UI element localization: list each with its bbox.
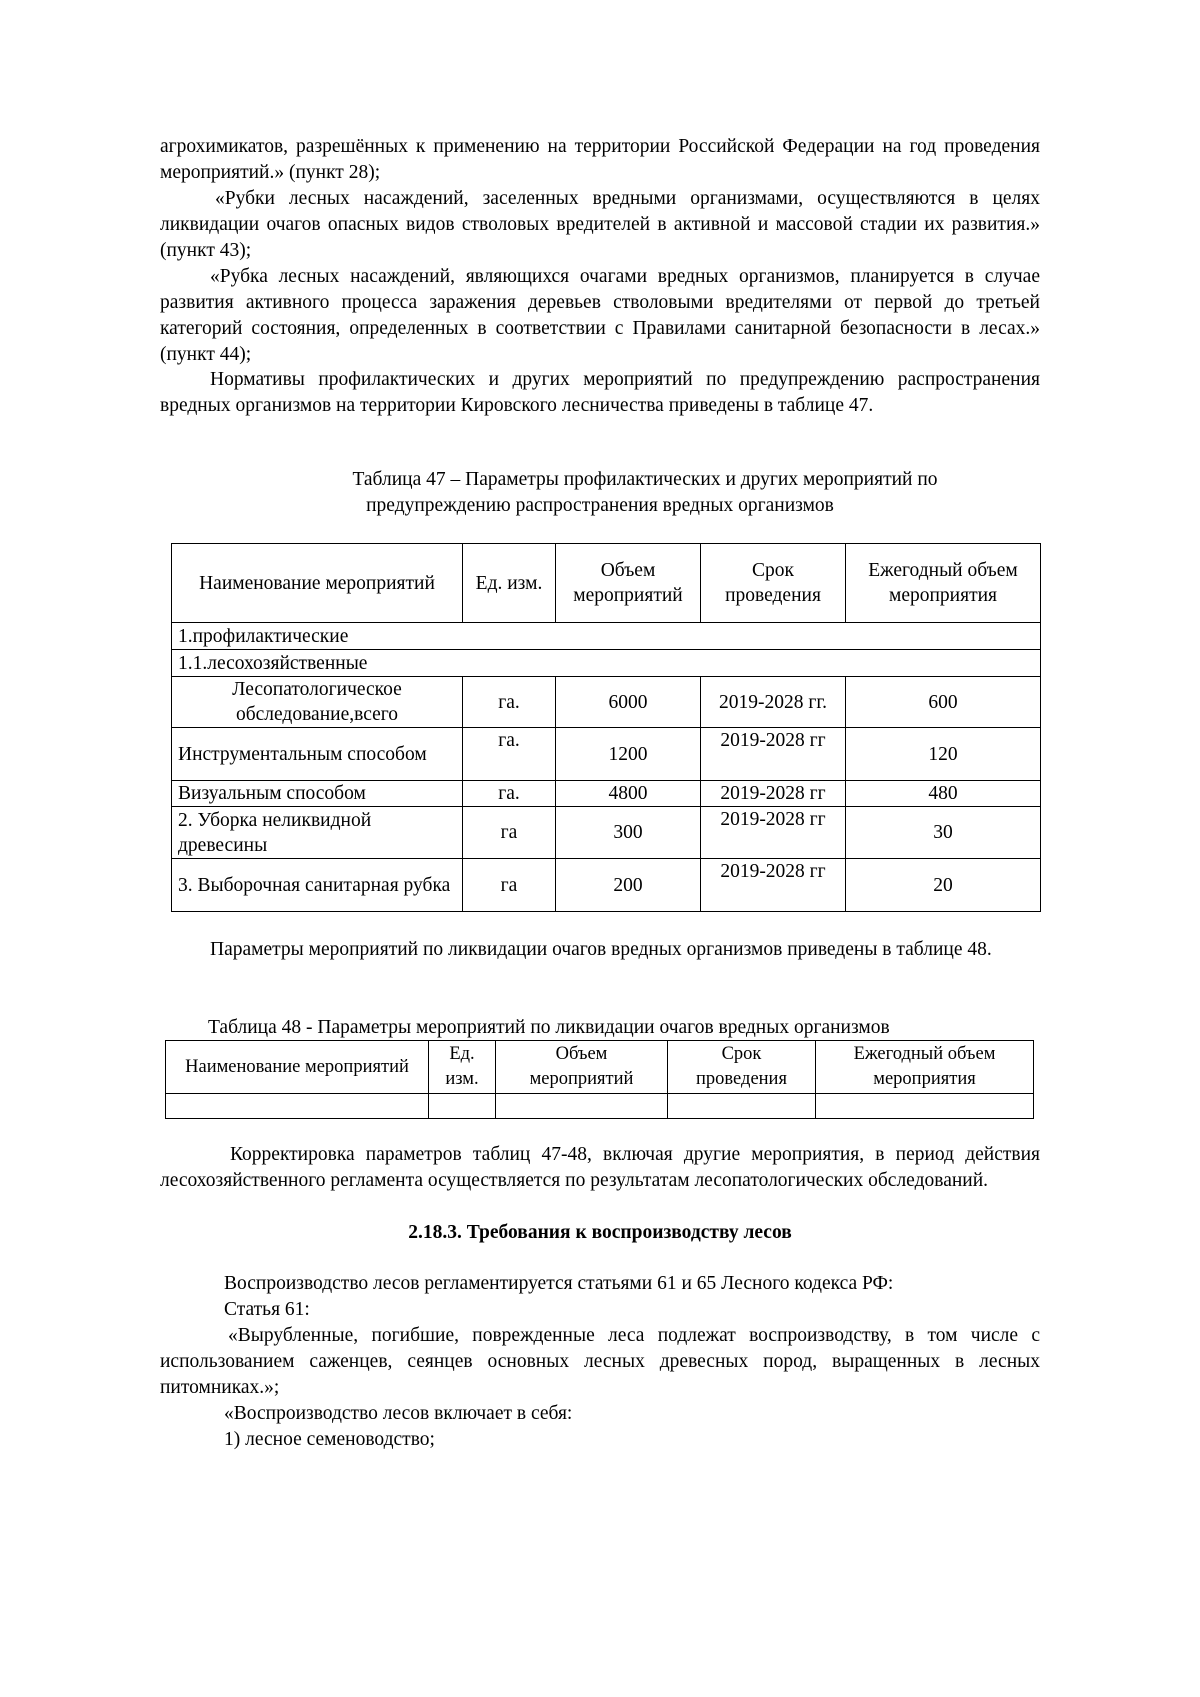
header-cell: Наименование мероприятий [172, 544, 463, 623]
cell [668, 1094, 816, 1119]
paragraph: «Рубка лесных насаждений, являющихся очагами вредных организмов, планируется в случае развития активного процесса заражения деревьев стволовыми вредителями от первой до третьей категорий состояния, определенных в соответствии с Правилами санитарной безопасности в лесах.» (пункт 44); [160, 266, 1040, 365]
section-row: 1.1.лесохозяйственные [172, 650, 1041, 677]
table-48 [165, 1040, 1034, 1119]
cell: 200 [556, 859, 701, 912]
cell: 30 [846, 807, 1041, 859]
cell: 4800 [556, 781, 701, 807]
paragraph: Нормативы профилактических и других мероприятий по предупреждению распространения вредных организмов на территории Кировского лесничества приведены в таблице 47. [160, 369, 1040, 416]
header-cell: Срок проведения [668, 1041, 816, 1094]
paragraph: Корректировка параметров таблиц 47-48, включая другие мероприятия, в период действия лесохозяйственного регламента осуществляется по результатам лесопатологических обследований. [160, 1144, 1040, 1191]
cell: Визуальным способом [172, 781, 463, 807]
header-cell: Объем мероприятий [496, 1041, 668, 1094]
header-cell: Ед. изм. [429, 1041, 496, 1094]
table-47-caption-line2: предупреждению распространения вредных организмов [366, 495, 834, 516]
cell: Лесопатологическое обследование,всего [172, 677, 463, 728]
cell: Инструментальным способом [172, 728, 463, 781]
table-row [172, 677, 1041, 728]
paragraph: «Воспроизводство лесов включает в себя: [224, 1403, 573, 1424]
cell [429, 1094, 496, 1119]
cell: 2. Уборка неликвидной древесины [172, 807, 463, 859]
cell [166, 1094, 429, 1119]
cell: 2019-2028 гг [701, 781, 846, 807]
table-row [172, 807, 1041, 859]
header-cell: Ежегодный объем мероприятия [816, 1041, 1034, 1094]
header-cell: Срок проведения [701, 544, 846, 623]
cell: 2019-2028 гг [701, 728, 846, 781]
cell: 2019-2028 гг. [701, 677, 846, 728]
table-row [172, 728, 1041, 781]
paragraph: 1) лесное семеноводство; [224, 1429, 435, 1450]
header-cell: Ед. изм. [463, 544, 556, 623]
cell: га. [463, 677, 556, 728]
cell: 600 [846, 677, 1041, 728]
table-47-caption: Таблица 47 – Параметры профилактических и других мероприятий по [352, 469, 938, 490]
cell: 1200 [556, 728, 701, 781]
table-48-caption: Таблица 48 - Параметры мероприятий по ликвидации очагов вредных организмов [208, 1017, 890, 1038]
cell: га [463, 859, 556, 912]
cell: 120 [846, 728, 1041, 781]
cell: 3. Выборочная санитарная рубка [172, 859, 463, 912]
header-cell: Наименование мероприятий [166, 1041, 429, 1094]
paragraph: «Рубки лесных насаждений, заселенных вредными организмами, осуществляются в целях ликвидации очагов опасных видов стволовых вредителей в активной и массовой стадии их развития.» (пункт 43); [160, 188, 1040, 261]
empty-table-row [166, 1094, 1034, 1119]
paragraph: Воспроизводство лесов регламентируется статьями 61 и 65 Лесного кодекса РФ: [224, 1273, 894, 1294]
paragraph: Параметры мероприятий по ликвидации очагов вредных организмов приведены в таблице 48. [210, 939, 992, 960]
cell: 6000 [556, 677, 701, 728]
cell: 300 [556, 807, 701, 859]
paragraph: «Вырубленные, погибшие, поврежденные леса подлежат воспроизводству, в том числе с использованием саженцев, сеянцев основных лесных древесных пород, выращенных в лесных питомниках.»; [160, 1325, 1040, 1398]
section-row: 1.профилактические [172, 623, 1041, 650]
cell: га. [463, 781, 556, 807]
paragraph: Статья 61: [224, 1299, 310, 1320]
header-cell: Ежегодный объем мероприятия [846, 544, 1041, 623]
table-header-row [166, 1041, 1034, 1094]
cell: 20 [846, 859, 1041, 912]
section-heading: 2.18.3. Требования к воспроизводству лесов [408, 1222, 792, 1243]
cell: 480 [846, 781, 1041, 807]
table-row [172, 781, 1041, 807]
cell [816, 1094, 1034, 1119]
table-47 [171, 543, 1041, 912]
paragraph: агрохимикатов, разрешённых к применению на территории Российской Федерации на год проведения мероприятий.» (пункт 28); [160, 136, 1040, 183]
cell: 2019-2028 гг [701, 859, 846, 912]
cell: 2019-2028 гг [701, 807, 846, 859]
table-row [172, 859, 1041, 912]
header-cell: Объем мероприятий [556, 544, 701, 623]
cell: га [463, 807, 556, 859]
table-header-row [172, 544, 1041, 623]
cell: га. [463, 728, 556, 781]
cell [496, 1094, 668, 1119]
